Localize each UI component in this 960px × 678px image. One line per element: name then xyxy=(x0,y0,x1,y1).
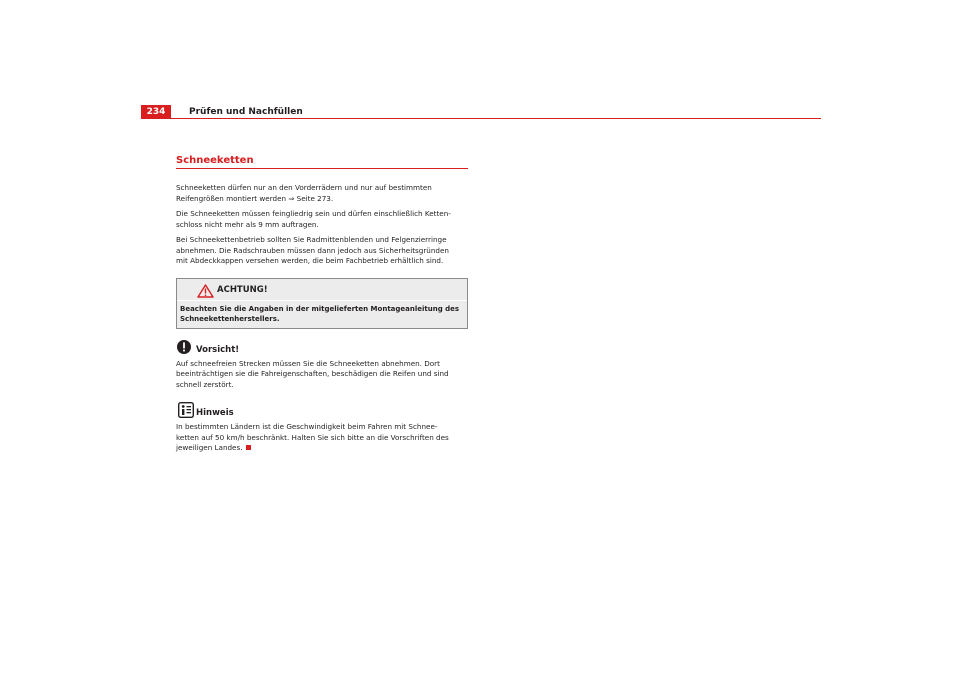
caution-text: Auf schneefreien Strecken müssen Sie die Schneeketten abnehmen. Dort beeinträchtigen sie die Fahreigenschaften, beschädigen die Reifen und sind schnell zerstört. xyxy=(176,358,449,389)
paragraph: Bei Schneekettenbetrieb sollten Sie Radmittenblenden und Felgenzierringe abnehmen. Die Radschrauben müssen dann jedoch aus Sicherheitsgründen mit Abdeckkappen versehen werden, die beim Fachbetrieb erhältlich sind. xyxy=(176,235,449,265)
warning-triangle-icon xyxy=(197,283,214,302)
section-rule xyxy=(176,168,468,169)
page-number: 234 xyxy=(141,105,171,119)
caution-notice xyxy=(176,339,468,391)
content-column xyxy=(176,154,468,459)
warning-header xyxy=(177,279,467,301)
warning-text: Beachten Sie die Angaben in der mitgelieferten Montageanleitung des Schneekettenherstellers. xyxy=(180,304,460,323)
section-title: Schneeketten xyxy=(176,155,254,166)
page-header xyxy=(141,105,821,119)
hint-text xyxy=(176,422,468,454)
hint-header xyxy=(176,402,468,420)
running-title: Prüfen und Nachfüllen xyxy=(189,107,303,117)
info-note-icon xyxy=(178,402,194,422)
hint-text-content: In bestimmten Ländern ist die Geschwindigkeit beim Fahren mit Schnee- ketten auf 50 km/h beschränkt. Halten Sie sich bitte an die Vorschriften des jeweiligen Landes. xyxy=(176,422,449,452)
header-rule xyxy=(141,118,821,119)
paragraph: Die Schneeketten müssen feingliedrig sein und dürfen einschließlich Ketten- schloss nicht mehr als 9 mm auftragen. xyxy=(176,209,451,229)
warning-title: ACHTUNG! xyxy=(217,284,268,295)
exclamation-circle-icon xyxy=(176,339,192,359)
caution-header xyxy=(176,339,468,357)
hint-notice xyxy=(176,402,468,454)
warning-box xyxy=(176,278,468,329)
paragraph: Schneeketten dürfen nur an den Vorderrädern und nur auf bestimmten Reifengrößen montiert werden ⇒ Seite 273. xyxy=(176,183,432,203)
hint-title: Hinweis xyxy=(196,408,234,418)
section-end-mark xyxy=(246,445,251,450)
caution-title: Vorsicht! xyxy=(196,344,240,355)
